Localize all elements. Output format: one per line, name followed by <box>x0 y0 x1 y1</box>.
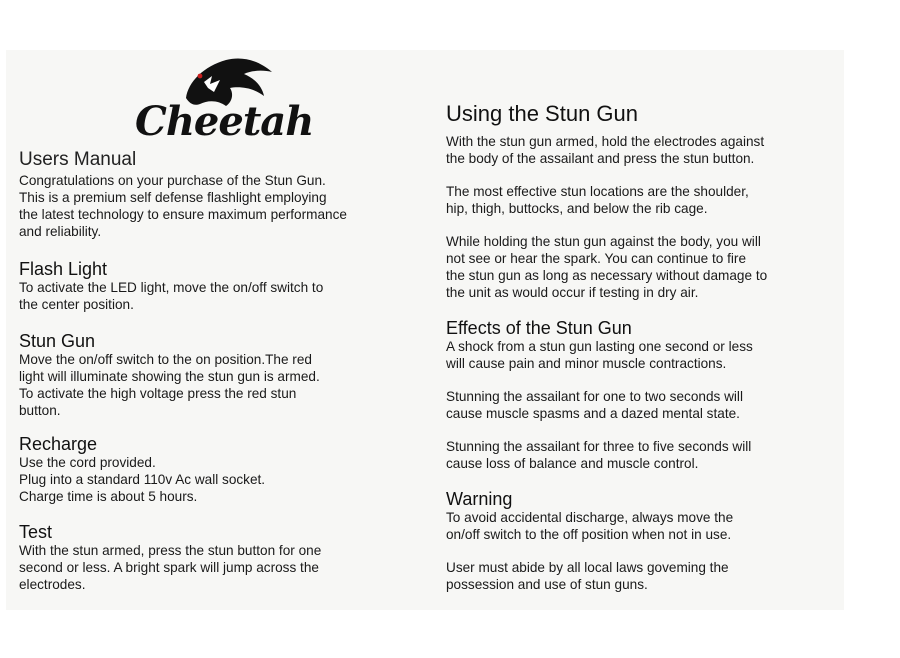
section-line: the unit as would occur if testing in dry air. <box>446 285 699 300</box>
section-line: To activate the LED light, move the on/off switch to <box>19 280 324 295</box>
section-line: the center position. <box>19 297 134 312</box>
intro-line: Congratulations on your purchase of the Stun Gun. <box>19 173 326 188</box>
section-heading: Recharge <box>19 434 98 454</box>
section-line: not see or hear the spark. You can continue to fire <box>446 251 747 266</box>
section-heading: Warning <box>446 489 513 509</box>
section-line: Plug into a standard 110v Ac wall socket. <box>19 472 266 487</box>
section-line: second or less. A bright spark will jump across the <box>19 560 319 575</box>
test-section <box>19 522 429 593</box>
section-line: The most effective stun locations are the shoulder, <box>446 184 749 199</box>
section-line: With the stun armed, press the stun button for one <box>19 543 322 558</box>
section-heading: Effects of the Stun Gun <box>446 318 632 338</box>
section-line: button. <box>19 403 61 418</box>
section-line: Stunning the assailant for one to two seconds will <box>446 389 743 404</box>
section-line: To avoid accidental discharge, always move the <box>446 510 734 525</box>
intro-line: and reliability. <box>19 224 102 239</box>
section-heading: Stun Gun <box>19 331 96 351</box>
section-line: A shock from a stun gun lasting one second or less <box>446 339 753 354</box>
intro-line: This is a premium self defense flashlight employing <box>19 190 327 205</box>
section-line: Stunning the assailant for three to five seconds will <box>446 439 752 454</box>
section-line: will cause pain and minor muscle contractions. <box>446 356 727 371</box>
section-line: Use the cord provided. <box>19 455 156 470</box>
warning-section <box>446 489 846 593</box>
section-line: To activate the high voltage press the red stun <box>19 386 297 401</box>
section-line: hip, thigh, buttocks, and below the rib cage. <box>446 201 708 216</box>
recharge-section <box>19 434 429 505</box>
section-heading: Test <box>19 522 53 542</box>
brand-logo-text: Cheetah <box>135 98 314 145</box>
section-line: cause muscle spasms and a dazed mental state. <box>446 406 740 421</box>
section-heading: Flash Light <box>19 259 108 279</box>
section-line: cause loss of balance and muscle control. <box>446 456 699 471</box>
effects-section <box>446 318 846 472</box>
section-line: electrodes. <box>19 577 86 592</box>
section-line: the body of the assailant and press the stun button. <box>446 151 755 166</box>
users-manual-section <box>19 150 429 240</box>
section-line: the stun gun as long as necessary without damage to <box>446 268 768 283</box>
flash-light-section <box>19 259 429 313</box>
section-line: possession and use of stun guns. <box>446 577 648 592</box>
section-line: on/off switch to the off position when not in use. <box>446 527 732 542</box>
section-line: Charge time is about 5 hours. <box>19 489 198 504</box>
page-title: Users Manual <box>19 149 137 170</box>
section-line: Move the on/off switch to the on position.The red <box>19 352 312 367</box>
using-stun-gun-section <box>446 101 846 301</box>
section-line: While holding the stun gun against the body, you will <box>446 234 761 249</box>
section-line: With the stun gun armed, hold the electrodes against <box>446 134 765 149</box>
stun-gun-section <box>19 331 429 419</box>
section-line: User must abide by all local laws goveming the <box>446 560 729 575</box>
intro-line: the latest technology to ensure maximum performance <box>19 207 347 222</box>
section-line: light will illuminate showing the stun gun is armed. <box>19 369 320 384</box>
section-heading: Using the Stun Gun <box>446 101 639 126</box>
